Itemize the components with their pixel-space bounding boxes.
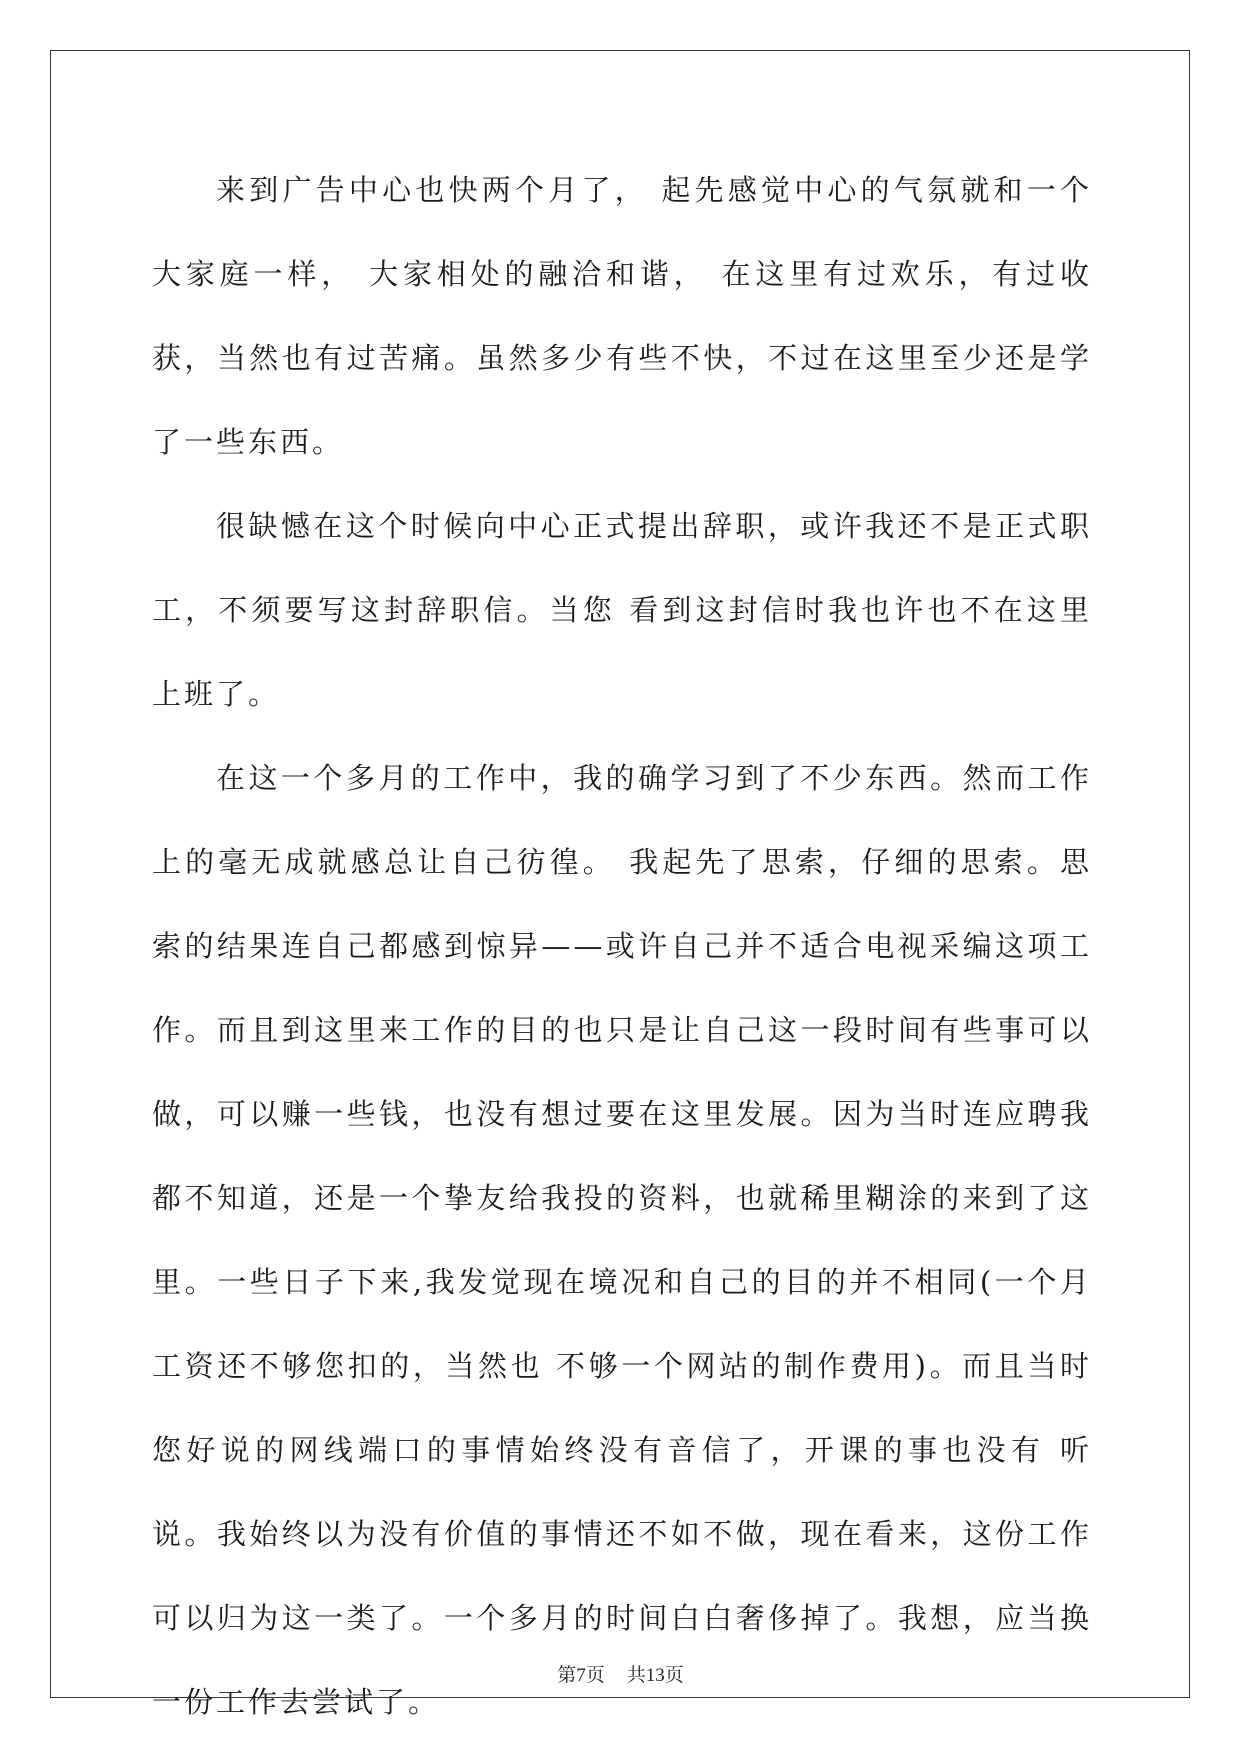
total-pages-label: 共13页: [626, 1665, 684, 1686]
current-page-label: 第7页: [557, 1665, 605, 1686]
letter-body: [152, 148, 1092, 1744]
paragraph-1: 来到广告中心也快两个月了， 起先感觉中心的气氛就和一个大家庭一样， 大家相处的融洽和谐， 在这里有过欢乐，有过收获，当然也有过苦痛。虽然多少有些不快，不过在这里至少还是学了一些东西。: [152, 173, 1092, 459]
page-footer: [0, 1660, 1241, 1687]
paragraph-3: 在这一个多月的工作中，我的确学习到了不少东西。然而工作上的毫无成就感总让自己彷徨。 我起先了思索，仔细的思索。思索的结果连自己都感到惊异——或许自己并不适合电视采编这项工作。而且到这里来工作的目的也只是让自己这一段时间有些事可以做，可以赚一些钱，也没有想过要在这里发展。因为当时连应聘我都不知道，还是一个挚友给我投的资料，也就稀里糊涂的来到了这里。一些日子下来,我发觉现在境况和自己的目的并不相同(一个月工资还不够您扣的，当然也 不够一个网站的制作费用)。而且当时您好说的网线端口的事情始终没有音信了，开课的事也没有 听说。我始终以为没有价值的事情还不如不做，现在看来，这份工作可以归为这一类了。一个多月的时间白白奢侈掉了。我想，应当换一份工作去尝试了。: [152, 761, 1092, 1719]
paragraph-2: 很缺憾在这个时候向中心正式提出辞职，或许我还不是正式职工，不须要写这封辞职信。当您 看到这封信时我也许也不在这里上班了。: [152, 509, 1092, 711]
